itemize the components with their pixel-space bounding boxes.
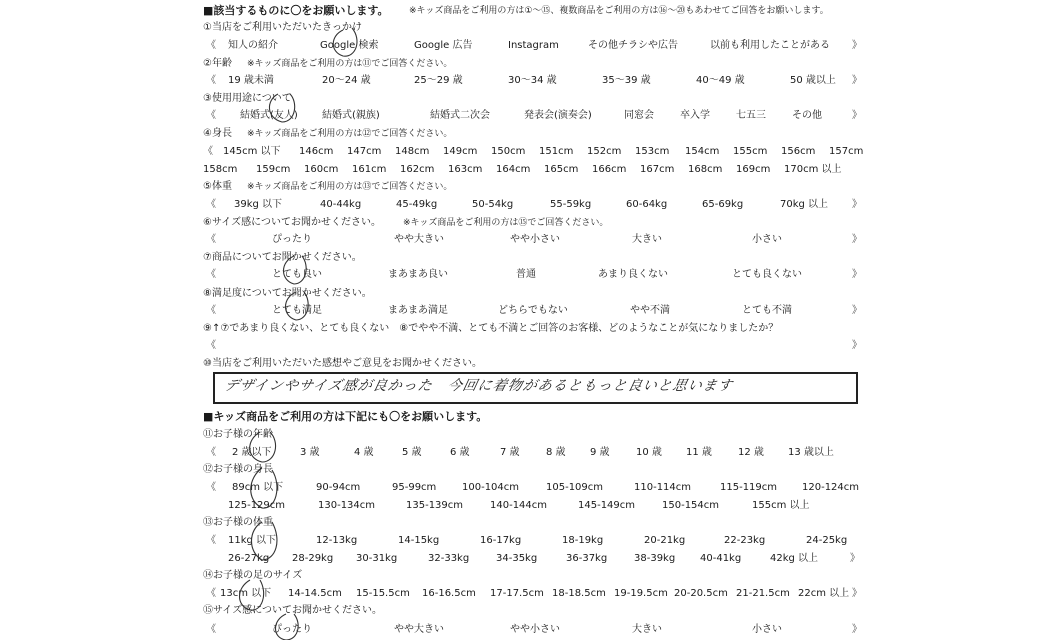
option[interactable]: どちらでもない <box>498 305 568 316</box>
option[interactable]: 13 歳以上 <box>788 447 834 458</box>
option[interactable]: 168cm <box>688 164 723 175</box>
option[interactable]: 34-35kg <box>496 553 538 564</box>
question-label: ⑫お子様の身長 <box>203 464 273 475</box>
option[interactable]: あまり良くない <box>598 269 668 280</box>
option[interactable]: やや小さい <box>510 234 560 245</box>
option[interactable]: 結婚式(親族) <box>322 110 380 121</box>
option[interactable]: やや大きい <box>394 624 444 635</box>
question-label: ⑬お子様の体重 <box>203 517 273 528</box>
option[interactable]: 4 歳 <box>354 447 374 458</box>
option[interactable]: 15-15.5cm <box>356 588 410 599</box>
bracket-open: 《 <box>206 624 216 635</box>
option[interactable]: 26-27kg <box>228 553 270 564</box>
bracket-close: 》 <box>852 269 862 280</box>
option[interactable]: 164cm <box>496 164 531 175</box>
option[interactable]: 10 歳 <box>636 447 662 458</box>
option[interactable]: ぴったり <box>272 234 312 245</box>
bracket-close: 》 <box>852 199 862 210</box>
option[interactable]: 結婚式(友人) <box>240 110 298 121</box>
option[interactable]: 38-39kg <box>634 553 676 564</box>
section-title: ■キッズ商品をご利用の方は下記にも〇をお願いします。 <box>203 410 488 423</box>
question-label: ⑤体重 <box>203 181 232 192</box>
option[interactable]: 七五三 <box>736 110 766 121</box>
option[interactable]: 18-19kg <box>562 535 604 546</box>
option[interactable]: 162cm <box>400 164 435 175</box>
option[interactable]: やや不満 <box>630 305 670 316</box>
option[interactable]: まあまあ良い <box>388 269 448 280</box>
question-label: ⑨↑⑦であまり良くない、とても良くない ⑧でやや不満、とても不満とご回答のお客様、どのようなことが気になりましたか？ <box>203 323 779 334</box>
option[interactable]: まあまあ満足 <box>388 305 448 316</box>
question-label: ⑧満足度についてお聞かせください。 <box>203 288 372 299</box>
option[interactable]: 17-17.5cm <box>490 588 544 599</box>
question-note: ※キッズ商品をご利用の方は⑫でご回答ください。 <box>247 129 453 139</box>
option[interactable]: 147cm <box>347 146 382 157</box>
option[interactable]: 結婚式二次会 <box>430 110 490 121</box>
option[interactable]: 6 歳 <box>450 447 470 458</box>
option[interactable]: その他チラシや広告 <box>588 40 678 51</box>
question-label: ⑮サイズ感についてお聞かせください。 <box>203 605 382 616</box>
question-note: ※キッズ商品をご利用の方は⑪でご回答ください。 <box>247 59 453 69</box>
option[interactable]: 小さい <box>752 624 782 635</box>
bracket-open: 《 <box>206 588 216 599</box>
option[interactable]: 159cm <box>256 164 291 175</box>
bracket-open: 《 <box>206 269 216 280</box>
option[interactable]: 155cm 以上 <box>752 500 810 511</box>
option[interactable]: 36-37kg <box>566 553 608 564</box>
option[interactable]: 40-41kg <box>700 553 742 564</box>
option[interactable]: 3 歳 <box>300 447 320 458</box>
option[interactable]: 163cm <box>448 164 483 175</box>
option[interactable]: やや小さい <box>510 624 560 635</box>
bracket-close: 》 <box>850 553 860 564</box>
question-label: ⑩当店をご利用いただいた感想やご意見をお聞かせください。 <box>203 358 482 369</box>
option[interactable]: 卒入学 <box>680 110 710 121</box>
question-note: ※キッズ商品をご利用の方は⑮でご回答ください。 <box>403 218 609 228</box>
question-label: ⑦商品についてお聞かせください。 <box>203 252 362 263</box>
option[interactable]: とても良い <box>272 269 322 280</box>
option[interactable]: 9 歳 <box>590 447 610 458</box>
bracket-close: 》 <box>852 110 862 121</box>
option[interactable]: 40〜49 歳 <box>696 75 745 86</box>
option[interactable]: 110-114cm <box>634 482 692 493</box>
option[interactable]: 11kg 以下 <box>228 535 277 546</box>
option[interactable]: 151cm <box>539 146 574 157</box>
option[interactable]: 55-59kg <box>550 199 592 210</box>
question-label: ⑭お子様の足のサイズ <box>203 570 303 581</box>
option[interactable]: 105-109cm <box>546 482 604 493</box>
option[interactable]: 大きい <box>632 624 662 635</box>
option[interactable]: 40-44kg <box>320 199 362 210</box>
option[interactable]: とても不満 <box>742 305 792 316</box>
bracket-open: 《 <box>206 482 216 493</box>
bracket-open: 《 <box>203 146 213 157</box>
question-label: ③使用用途について <box>203 93 292 104</box>
option[interactable]: 35〜39 歳 <box>602 75 651 86</box>
option[interactable]: 普通 <box>516 269 536 280</box>
bracket-open: 《 <box>206 340 216 351</box>
option[interactable]: 150cm <box>491 146 526 157</box>
option[interactable]: 21-21.5cm <box>736 588 790 599</box>
option[interactable]: 20-20.5cm <box>674 588 728 599</box>
option[interactable]: 165cm <box>544 164 579 175</box>
option[interactable]: 8 歳 <box>546 447 566 458</box>
option[interactable]: 160cm <box>304 164 339 175</box>
option[interactable]: 45-49kg <box>396 199 438 210</box>
option[interactable]: 19-19.5cm <box>614 588 668 599</box>
option[interactable]: 130-134cm <box>318 500 376 511</box>
option[interactable]: 28-29kg <box>292 553 334 564</box>
option[interactable]: 20〜24 歳 <box>322 75 371 86</box>
option[interactable]: 152cm <box>587 146 622 157</box>
option[interactable]: 154cm <box>685 146 720 157</box>
option[interactable]: Google 検索 <box>320 40 379 51</box>
option[interactable]: 20-21kg <box>644 535 686 546</box>
option[interactable]: 14-14.5cm <box>288 588 342 599</box>
option[interactable]: 11 歳 <box>686 447 712 458</box>
option[interactable]: 89cm 以下 <box>232 482 284 493</box>
option[interactable]: ぴったり <box>272 624 312 635</box>
option[interactable]: 32-33kg <box>428 553 470 564</box>
option[interactable]: 115-119cm <box>720 482 778 493</box>
option[interactable]: 30-31kg <box>356 553 398 564</box>
option[interactable]: 65-69kg <box>702 199 744 210</box>
bracket-open: 《 <box>206 75 216 86</box>
option[interactable]: 13cm 以下 <box>220 588 272 599</box>
bracket-open: 《 <box>206 305 216 316</box>
option[interactable]: 16-17kg <box>480 535 522 546</box>
bracket-open: 《 <box>206 447 216 458</box>
option[interactable]: 14-15kg <box>398 535 440 546</box>
option[interactable]: 135-139cm <box>406 500 464 511</box>
question-label: ⑥サイズ感についてお聞かせください。 <box>203 217 381 228</box>
option[interactable]: 7 歳 <box>500 447 520 458</box>
option[interactable]: 12-13kg <box>316 535 358 546</box>
question-label: ⑪お子様の年齢 <box>203 429 273 440</box>
option[interactable]: 140-144cm <box>490 500 548 511</box>
option[interactable]: 90-94cm <box>316 482 361 493</box>
option[interactable]: とても満足 <box>272 305 322 316</box>
option[interactable]: 156cm <box>781 146 816 157</box>
option[interactable]: 同窓会 <box>624 110 654 121</box>
option[interactable]: 170cm 以上 <box>784 164 842 175</box>
option[interactable]: 167cm <box>640 164 675 175</box>
option[interactable]: 22cm 以上 <box>798 588 850 599</box>
option[interactable]: 158cm <box>203 164 238 175</box>
option[interactable]: 25〜29 歳 <box>414 75 463 86</box>
bracket-open: 《 <box>206 199 216 210</box>
bracket-close: 》 <box>852 588 862 599</box>
option[interactable]: 18-18.5cm <box>552 588 606 599</box>
option[interactable]: 2 歳以下 <box>232 447 272 458</box>
option[interactable]: 148cm <box>395 146 430 157</box>
option[interactable]: 発表会(演奏会) <box>524 110 592 121</box>
question-note: ※キッズ商品をご利用の方は⑬でご回答ください。 <box>247 182 453 192</box>
option[interactable]: Instagram <box>508 40 559 51</box>
bracket-close: 》 <box>852 340 862 351</box>
option[interactable]: 50 歳以上 <box>790 75 836 86</box>
option[interactable]: 100-104cm <box>462 482 520 493</box>
option[interactable]: 166cm <box>592 164 627 175</box>
option[interactable]: 153cm <box>635 146 670 157</box>
option[interactable]: 50-54kg <box>472 199 514 210</box>
option[interactable]: 42kg 以上 <box>770 553 819 564</box>
bracket-open: 《 <box>206 110 216 121</box>
option[interactable]: 145cm 以下 <box>223 146 281 157</box>
option[interactable]: 16-16.5cm <box>422 588 476 599</box>
option[interactable]: 155cm <box>733 146 768 157</box>
question-label: ④身長 <box>203 128 232 139</box>
bracket-close: 》 <box>852 75 862 86</box>
option[interactable]: 39kg 以下 <box>234 199 283 210</box>
option[interactable]: 24-25kg <box>806 535 848 546</box>
option[interactable]: 30〜34 歳 <box>508 75 557 86</box>
option[interactable]: 125-129cm <box>228 500 286 511</box>
option[interactable]: 22-23kg <box>724 535 766 546</box>
bracket-open: 《 <box>206 40 216 51</box>
option[interactable]: 大きい <box>632 234 662 245</box>
bracket-close: 》 <box>852 234 862 245</box>
bracket-open: 《 <box>206 535 216 546</box>
handwritten-comment: デザインやサイズ感が良かった 今回に着物があるともっと良いと思います <box>223 378 735 394</box>
option[interactable]: 知人の紹介 <box>228 40 278 51</box>
bracket-close: 》 <box>852 40 862 51</box>
option[interactable]: 157cm <box>829 146 864 157</box>
question-label: ②年齢 <box>203 58 232 69</box>
option[interactable]: とても良くない <box>732 269 802 280</box>
option[interactable]: 169cm <box>736 164 771 175</box>
option[interactable]: 145-149cm <box>578 500 636 511</box>
option[interactable]: 70kg 以上 <box>780 199 829 210</box>
option[interactable]: 161cm <box>352 164 387 175</box>
option[interactable]: その他 <box>792 110 822 121</box>
option[interactable]: 95-99cm <box>392 482 437 493</box>
question-label: ①当店をご利用いただいたきっかけ <box>203 22 362 33</box>
option[interactable]: 小さい <box>752 234 782 245</box>
option[interactable]: 19 歳未満 <box>228 75 274 86</box>
option[interactable]: 149cm <box>443 146 478 157</box>
section-note: ※キッズ商品をご利用の方は①〜⑮、複数商品をご利用の方は⑯〜⑳もあわせてご回答をお願いします。 <box>409 6 829 16</box>
option[interactable]: 150-154cm <box>662 500 720 511</box>
option[interactable]: 5 歳 <box>402 447 422 458</box>
option[interactable]: やや大きい <box>394 234 444 245</box>
bracket-close: 》 <box>852 624 862 635</box>
option[interactable]: 以前も利用したことがある <box>710 40 830 51</box>
bracket-close: 》 <box>852 305 862 316</box>
section-title: ■該当するものに〇をお願いします。 <box>203 4 389 17</box>
option[interactable]: 12 歳 <box>738 447 764 458</box>
option[interactable]: 146cm <box>299 146 334 157</box>
option[interactable]: Google 広告 <box>414 40 473 51</box>
bracket-open: 《 <box>206 234 216 245</box>
option[interactable]: 120-124cm <box>802 482 860 493</box>
option[interactable]: 60-64kg <box>626 199 668 210</box>
